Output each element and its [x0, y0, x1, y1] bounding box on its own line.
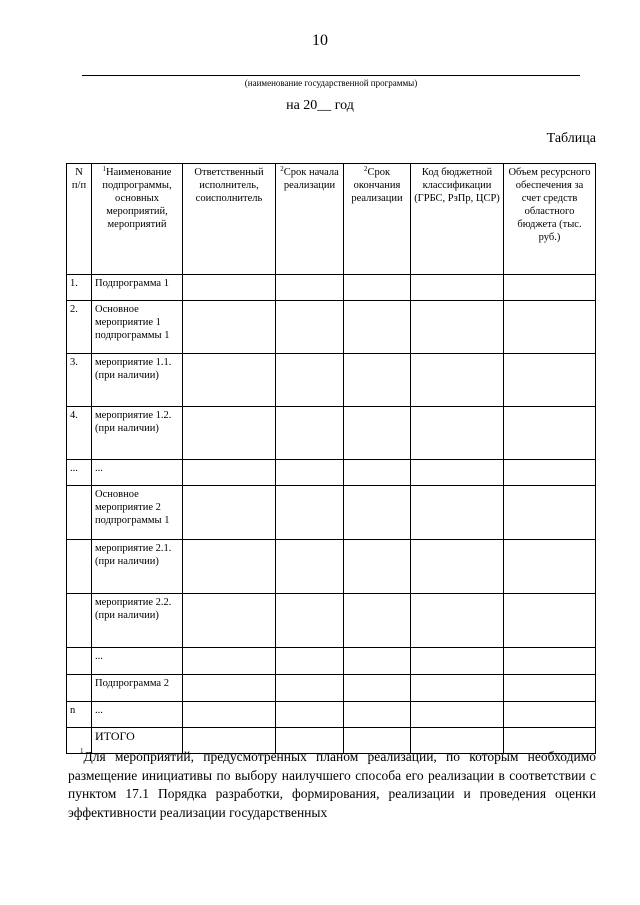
table-header-row — [67, 164, 596, 275]
empty-cell — [183, 460, 276, 486]
row-number — [67, 675, 92, 702]
empty-cell — [276, 486, 344, 540]
footnote — [68, 748, 596, 822]
empty-cell — [276, 675, 344, 702]
empty-cell — [276, 648, 344, 675]
row-number: ... — [67, 460, 92, 486]
empty-cell — [411, 486, 504, 540]
row-name: Основное мероприятие 1 подпрограммы 1 — [92, 301, 183, 354]
empty-cell — [344, 540, 411, 594]
header-executor: Ответственный исполнитель, соисполнитель — [183, 164, 276, 275]
row-name: ... — [92, 648, 183, 675]
table-row — [67, 675, 596, 702]
table-row — [67, 648, 596, 675]
empty-cell — [183, 354, 276, 407]
empty-cell — [504, 594, 596, 648]
empty-cell — [183, 407, 276, 460]
header-name: $^1$Наименование подпрограммы, основных мероприятий, мероприятий — [92, 164, 183, 275]
row-number: n — [67, 702, 92, 728]
header-number: N п/п — [67, 164, 92, 275]
row-number — [67, 486, 92, 540]
empty-cell — [344, 648, 411, 675]
empty-cell — [344, 354, 411, 407]
empty-cell — [344, 675, 411, 702]
empty-cell — [344, 275, 411, 301]
row-number — [67, 540, 92, 594]
table-row — [67, 594, 596, 648]
empty-cell — [411, 675, 504, 702]
program-name-line — [82, 75, 580, 76]
empty-cell — [276, 594, 344, 648]
empty-cell — [504, 675, 596, 702]
empty-cell — [411, 702, 504, 728]
row-name: Подпрограмма 2 — [92, 675, 183, 702]
empty-cell — [276, 460, 344, 486]
row-number: 4. — [67, 407, 92, 460]
empty-cell — [411, 594, 504, 648]
table-row — [67, 540, 596, 594]
plan-table — [66, 163, 596, 754]
table-label: Таблица — [546, 131, 596, 146]
empty-cell — [411, 460, 504, 486]
row-name: мероприятие 1.1. (при наличии) — [92, 354, 183, 407]
row-name: мероприятие 1.2. (при наличии) — [92, 407, 183, 460]
empty-cell — [411, 407, 504, 460]
empty-cell — [183, 486, 276, 540]
footnote-text: Для мероприятий, предусмотренных планом реализации, по которым необходимо размещение инициативы по выбору наилучшего способа его реализации в соответствии с пунктом 17.1 Порядка разработки, формирования, реализации и проведения оценки эффективности реализации государственных — [68, 749, 596, 820]
empty-cell — [183, 702, 276, 728]
total-label: ИТОГО — [92, 728, 183, 754]
table-row — [67, 301, 596, 354]
empty-cell — [504, 702, 596, 728]
empty-cell — [411, 648, 504, 675]
table-row — [67, 460, 596, 486]
empty-cell — [344, 460, 411, 486]
empty-cell — [504, 648, 596, 675]
row-name: ... — [92, 460, 183, 486]
empty-cell — [411, 301, 504, 354]
empty-cell — [276, 275, 344, 301]
empty-cell — [411, 275, 504, 301]
footnote-marker: 1 — [80, 747, 84, 755]
empty-cell — [183, 594, 276, 648]
row-name: Основное мероприятие 2 подпрограммы 1 — [92, 486, 183, 540]
year-line: на 20__ год — [286, 98, 354, 113]
empty-cell — [411, 540, 504, 594]
page-number: 10 — [312, 32, 328, 49]
row-name: Подпрограмма 1 — [92, 275, 183, 301]
row-name: ... — [92, 702, 183, 728]
row-number — [67, 594, 92, 648]
empty-cell — [276, 301, 344, 354]
empty-cell — [276, 702, 344, 728]
empty-cell — [504, 407, 596, 460]
table-row — [67, 486, 596, 540]
row-name: мероприятие 2.1. (при наличии) — [92, 540, 183, 594]
empty-cell — [183, 540, 276, 594]
empty-cell — [276, 354, 344, 407]
empty-cell — [344, 594, 411, 648]
header-start: $^2$Срок начала реализации — [276, 164, 344, 275]
empty-cell — [183, 301, 276, 354]
empty-cell — [504, 540, 596, 594]
empty-cell — [504, 460, 596, 486]
empty-cell — [504, 354, 596, 407]
table-row — [67, 354, 596, 407]
row-number: 1. — [67, 275, 92, 301]
empty-cell — [344, 486, 411, 540]
header-funding: Объем ресурсного обеспечения за счет средств областного бюджета (тыс. руб.) — [504, 164, 596, 275]
row-number — [67, 648, 92, 675]
empty-cell — [183, 275, 276, 301]
row-number: 3. — [67, 354, 92, 407]
program-name-caption: (наименование государственной программы) — [244, 78, 418, 88]
table-row — [67, 702, 596, 728]
empty-cell — [504, 301, 596, 354]
empty-cell — [344, 407, 411, 460]
empty-cell — [504, 486, 596, 540]
empty-cell — [344, 301, 411, 354]
row-name: мероприятие 2.2. (при наличии) — [92, 594, 183, 648]
header-budget-code: Код бюджетной классификации (ГРБС, РзПр, ЦСР) — [411, 164, 504, 275]
table-row — [67, 407, 596, 460]
table-row — [67, 275, 596, 301]
empty-cell — [411, 354, 504, 407]
empty-cell — [183, 675, 276, 702]
empty-cell — [276, 540, 344, 594]
empty-cell — [183, 648, 276, 675]
row-number: 2. — [67, 301, 92, 354]
empty-cell — [504, 275, 596, 301]
empty-cell — [344, 702, 411, 728]
header-end: $^2$Срок окончания реализации — [344, 164, 411, 275]
empty-cell — [276, 407, 344, 460]
